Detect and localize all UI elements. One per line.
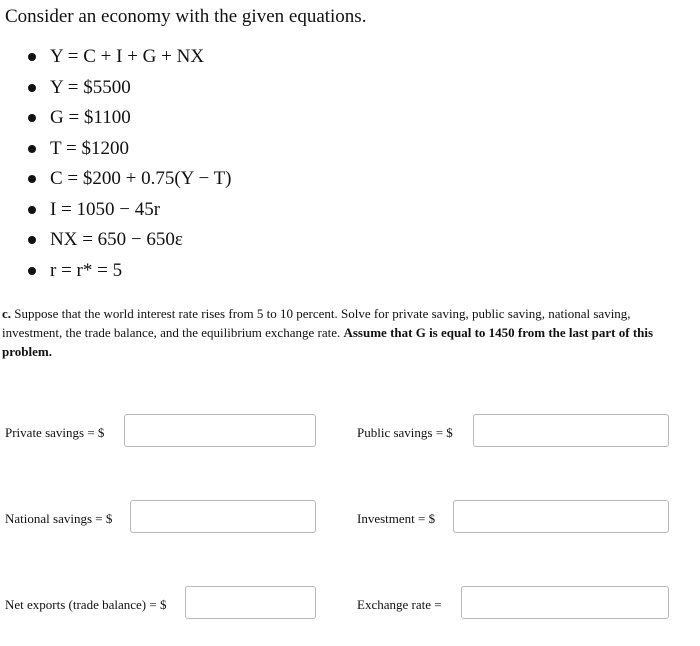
equation-text: Y = $5500 xyxy=(50,76,131,98)
net-exports-input[interactable] xyxy=(185,586,316,619)
private-savings-label: Private savings = $ xyxy=(5,425,105,440)
equation-list xyxy=(0,42,232,286)
equation-text: r = r* = 5 xyxy=(50,259,123,281)
equation-item xyxy=(0,103,232,134)
question-label: c. xyxy=(2,306,12,321)
equation-text: NX = 650 − 650ε xyxy=(50,229,183,250)
public-savings-input[interactable] xyxy=(473,414,669,447)
private-savings-input[interactable] xyxy=(124,414,316,447)
equation-item xyxy=(0,164,232,195)
equation-text: I = 1050 − 45r xyxy=(50,198,161,220)
equation-item xyxy=(0,195,232,226)
equation-text: T = $1200 xyxy=(50,137,129,159)
bullet-icon xyxy=(28,267,36,275)
exchange-rate-input[interactable] xyxy=(461,586,669,619)
bullet-icon xyxy=(28,145,36,153)
bullet-icon xyxy=(28,175,36,183)
equation-text: G = $1100 xyxy=(50,107,131,128)
question-body: Suppose that the world interest rate rises from 5 to 10 percent. Solve for private saving, public saving, national saving, investment, the trade balance, and the equilibrium exchange rate. xyxy=(2,306,631,340)
equation-item xyxy=(0,42,232,73)
equation-item xyxy=(0,256,232,287)
bullet-icon xyxy=(28,206,36,214)
question-emphasis: Assume that G is equal to 1450 from the last part of this problem. xyxy=(2,325,654,359)
bullet-icon xyxy=(28,236,36,244)
equation-text: C = $200 + 0.75(Y − T) xyxy=(50,168,232,189)
national-savings-input[interactable] xyxy=(130,500,316,533)
national-savings-label: National savings = $ xyxy=(5,511,113,526)
intro-text: Consider an economy with the given equations. xyxy=(5,6,367,27)
investment-label: Investment = $ xyxy=(357,511,436,526)
equation-text: Y = C + I + G + NX xyxy=(50,46,205,67)
equation-item xyxy=(0,134,232,165)
investment-input[interactable] xyxy=(453,500,669,533)
equation-item xyxy=(0,225,232,256)
question-text xyxy=(2,304,670,361)
bullet-icon xyxy=(28,114,36,122)
public-savings-label: Public savings = $ xyxy=(357,425,453,440)
bullet-icon xyxy=(28,84,36,92)
equation-item xyxy=(0,73,232,104)
exchange-rate-label: Exchange rate = xyxy=(357,597,442,612)
bullet-icon xyxy=(28,53,36,61)
net-exports-label: Net exports (trade balance) = $ xyxy=(5,597,167,612)
